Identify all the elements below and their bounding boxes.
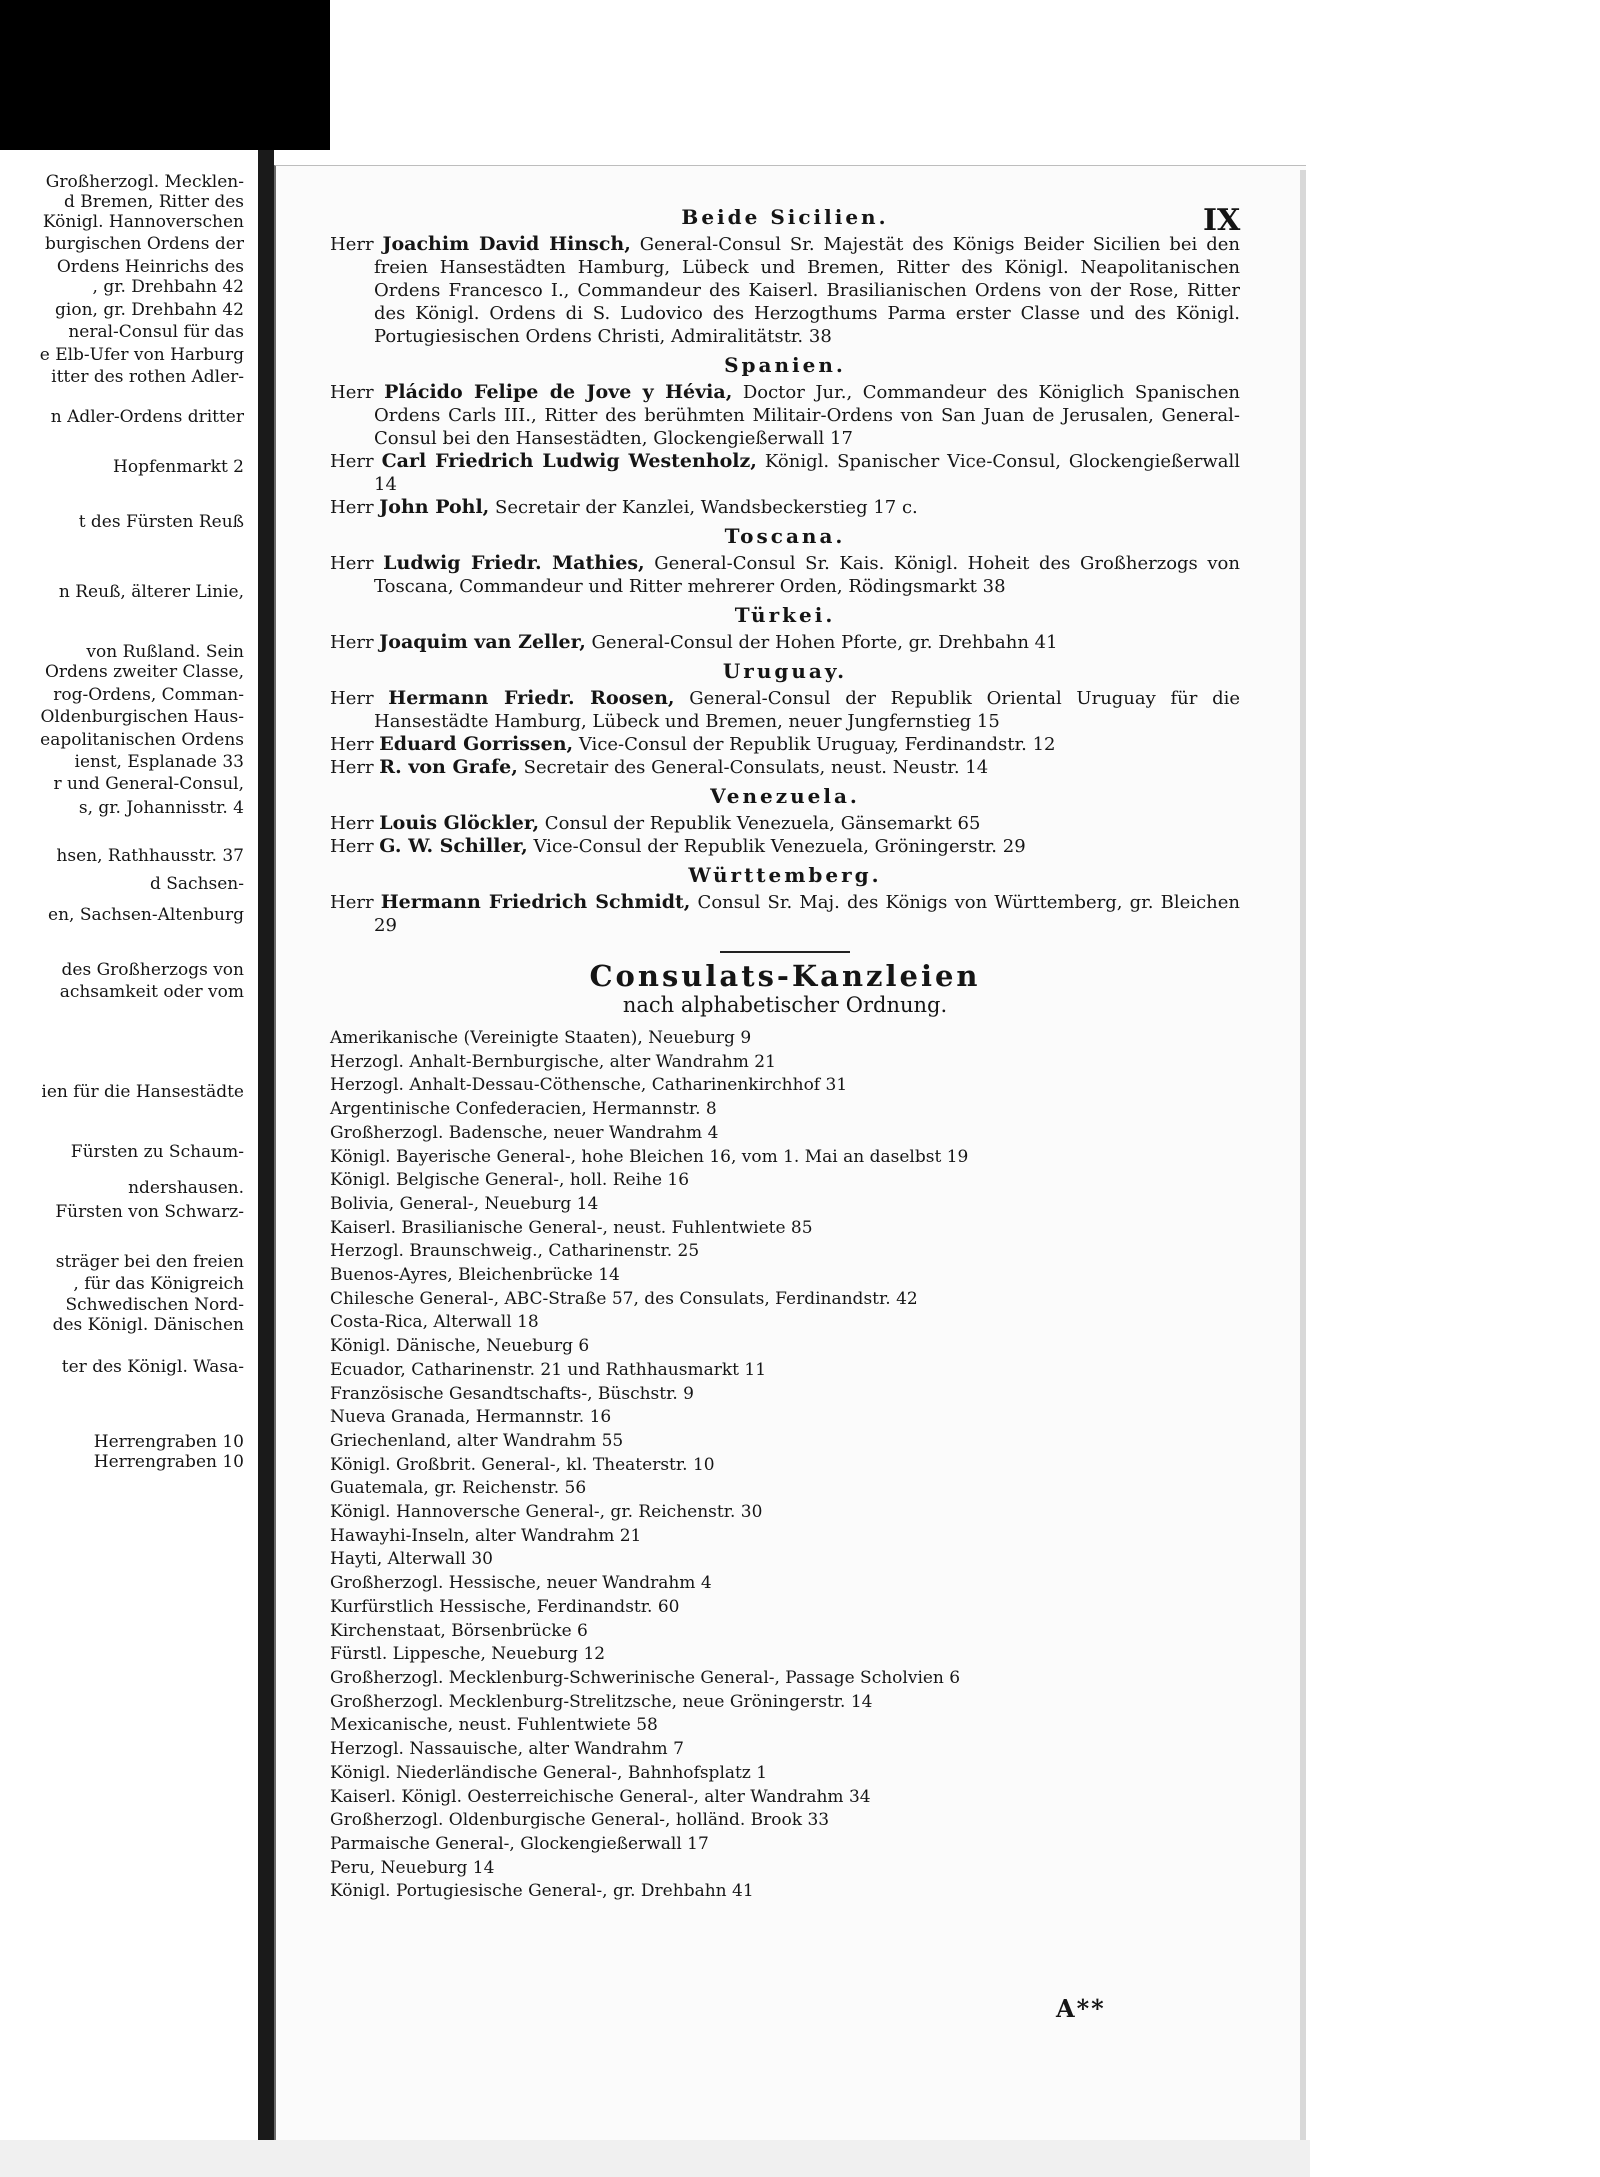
honorific: Herr	[330, 382, 374, 403]
left-page-line: en, Sachsen-Altenburg	[48, 905, 244, 925]
left-page-line: gion, gr. Drehbahn 42	[55, 300, 244, 320]
consul-details: Consul der Republik Venezuela, Gänsemarkt 65	[539, 813, 981, 834]
left-page-line: von Rußland. Sein	[86, 642, 244, 662]
chancery-item: Königl. Belgische General-, holl. Reihe 16	[330, 1170, 690, 1191]
consul-details: General-Consul Sr. Majestät des Königs Beider Sicilien bei den freien Hansestädten Hamburg, Lübeck und Bremen, Ritter des Königl. Neapolitanischen Ordens Francesco I., Commandeur des Kaiserl. Brasilianischen Ordens von der Rose, Ritter des Königl. Ordens di S. Ludovico des Herzogthums Parma erster Classe und des Königl. Portugiesischen Ordens Christi, Admiralitätstr. 38	[374, 234, 1241, 347]
chancery-item: Großherzogl. Mecklenburg-Strelitzsche, neue Gröningerstr. 14	[330, 1691, 873, 1712]
chancery-item: Guatemala, gr. Reichenstr. 56	[330, 1478, 587, 1499]
chancery-item: Königl. Dänische, Neueburg 6	[330, 1336, 590, 1357]
left-page-line: ien für die Hansestädte	[41, 1082, 244, 1102]
left-page-line: d Bremen, Ritter des	[63, 192, 244, 212]
consul-entry	[330, 812, 1240, 835]
honorific: Herr	[330, 553, 374, 574]
consul-name: John Pohl,	[379, 496, 490, 518]
left-page-line: rog-Ordens, Comman-	[53, 685, 244, 705]
chancery-item: Königl. Portugiesische General-, gr. Drehbahn 41	[330, 1881, 754, 1902]
consul-name: Ludwig Friedr. Mathies,	[383, 552, 645, 574]
left-page-line: d Sachsen-	[149, 874, 244, 894]
consul-entry	[330, 733, 1240, 756]
left-page-line: Großherzogl. Mecklen-	[45, 172, 244, 192]
left-page-line: eapolitanischen Ordens	[40, 730, 244, 750]
chancery-item: Großherzogl. Badensche, neuer Wandrahm 4	[330, 1122, 719, 1143]
left-page-fragment	[0, 150, 258, 2177]
left-page-line: r und General-Consul,	[53, 774, 244, 794]
left-page-line: ter des Königl. Wasa-	[61, 1357, 244, 1377]
consul-details: Secretair des General-Consulats, neust. Neustr. 14	[517, 757, 989, 778]
left-page-line: n Adler-Ordens dritter	[50, 407, 244, 427]
honorific: Herr	[330, 734, 374, 755]
consul-details: Vice-Consul der Republik Uruguay, Ferdinandstr. 12	[573, 734, 1056, 755]
chancery-item: Argentinische Confederacien, Hermannstr. 8	[330, 1099, 717, 1120]
left-page-line: Herrengraben 10	[93, 1452, 244, 1472]
left-page-line: ndershausen.	[128, 1178, 244, 1198]
left-page-line: e Elb-Ufer von Harburg	[39, 345, 244, 365]
consul-details: Consul Sr. Maj. des Königs von Württemberg, gr. Bleichen 29	[374, 892, 1240, 936]
country-heading: Uruguay.	[722, 659, 848, 683]
left-page-line: achsamkeit oder vom	[59, 982, 244, 1002]
scan-border	[0, 0, 330, 150]
chancery-item: Nueva Granada, Hermannstr. 16	[330, 1407, 612, 1428]
chancery-list	[330, 1027, 1240, 1904]
printer-signature: A**	[1056, 1994, 1106, 2023]
chancery-item: Ecuador, Catharinenstr. 21 und Rathhausmarkt 11	[330, 1359, 767, 1380]
consul-name: Joachim David Hinsch,	[382, 233, 631, 255]
chancery-item: Bolivia, General-, Neueburg 14	[330, 1193, 599, 1214]
consul-details: General-Consul Sr. Kais. Königl. Hoheit des Großherzogs von Toscana, Commandeur und Ritter mehrerer Orden, Rödingsmarkt 38	[374, 553, 1240, 597]
left-page-line: Ordens zweiter Classe,	[44, 662, 244, 682]
country-heading: Venezuela.	[710, 784, 860, 808]
left-page-line: sträger bei den freien	[55, 1252, 244, 1272]
consul-entry	[330, 687, 1240, 733]
chancery-title: Consulats-Kanzleien	[589, 959, 981, 993]
chancery-item: Herzogl. Anhalt-Dessau-Cöthensche, Catharinenkirchhof 31	[330, 1075, 848, 1096]
consul-details: Secretair der Kanzlei, Wandsbeckerstieg 17 c.	[489, 497, 918, 518]
country-heading: Württemberg.	[688, 863, 882, 887]
chancery-item: Kirchenstaat, Börsenbrücke 6	[330, 1620, 588, 1641]
honorific: Herr	[330, 813, 374, 834]
consul-details: Vice-Consul der Republik Venezuela, Gröningerstr. 29	[527, 836, 1026, 857]
consul-entry	[330, 552, 1240, 598]
country-heading: Beide Sicilien.	[681, 205, 889, 229]
chancery-item: Großherzogl. Hessische, neuer Wandrahm 4	[330, 1573, 712, 1594]
left-page-line: t des Fürsten Reuß	[78, 512, 244, 532]
consul-entry	[330, 381, 1240, 450]
consul-entry	[330, 450, 1240, 496]
chancery-item: Königl. Hannoversche General-, gr. Reichenstr. 30	[330, 1502, 763, 1523]
consul-details: Königl. Spanischer Vice-Consul, Glockengießerwall 14	[374, 451, 1240, 495]
section-divider	[720, 951, 850, 953]
chancery-item: Herzogl. Nassauische, alter Wandrahm 7	[330, 1739, 684, 1760]
consul-name: G. W. Schiller,	[379, 835, 528, 857]
chancery-item: Parmaische General-, Glockengießerwall 17	[330, 1833, 709, 1854]
left-page-line: des Großherzogs von	[61, 960, 244, 980]
left-page-line: Ordens Heinrichs des	[56, 257, 244, 277]
chancery-item: Chilesche General-, ABC-Straße 57, des Consulats, Ferdinandstr. 42	[330, 1288, 918, 1309]
consul-entry	[330, 835, 1240, 858]
chancery-item: Großherzogl. Mecklenburg-Schwerinische General-, Passage Scholvien 6	[330, 1667, 961, 1688]
left-page-line: itter des rothen Adler-	[51, 367, 244, 387]
consul-name: Plácido Felipe de Jove y Hévia,	[384, 381, 733, 403]
consul-name: Hermann Friedrich Schmidt,	[380, 891, 691, 913]
left-page-line: s, gr. Johannisstr. 4	[78, 798, 244, 818]
honorific: Herr	[330, 892, 374, 913]
left-page-line: ienst, Esplanade 33	[74, 752, 244, 772]
consuls-listing	[330, 200, 1240, 1904]
left-page-line: des Königl. Dänischen	[52, 1315, 244, 1335]
country-heading: Türkei.	[734, 603, 836, 627]
left-page-line: Fürsten zu Schaum-	[70, 1142, 244, 1162]
consul-entry	[330, 496, 1240, 519]
chancery-item: Kurfürstlich Hessische, Ferdinandstr. 60	[330, 1596, 680, 1617]
honorific: Herr	[330, 632, 374, 653]
consul-name: Carl Friedrich Ludwig Westenholz,	[381, 450, 757, 472]
left-page-line: Schwedischen Nord-	[65, 1295, 244, 1315]
left-page-line: Herrengraben 10	[93, 1432, 244, 1452]
left-page-line: burgischen Ordens der	[44, 234, 244, 254]
chancery-item: Hawayhi-Inseln, alter Wandrahm 21	[330, 1525, 642, 1546]
chancery-item: Französische Gesandtschafts-, Büschstr. 9	[330, 1383, 694, 1404]
chancery-item: Kaiserl. Königl. Oesterreichische General-, alter Wandrahm 34	[330, 1786, 871, 1807]
chancery-item: Königl. Bayerische General-, hohe Bleichen 16, vom 1. Mai an daselbst 19	[330, 1146, 969, 1167]
page-bottom-margin	[0, 2140, 1310, 2177]
chancery-item: Mexicanische, neust. Fuhlentwiete 58	[330, 1715, 658, 1736]
honorific: Herr	[330, 497, 374, 518]
page-number: IX	[1203, 203, 1241, 238]
chancery-item: Kaiserl. Brasilianische General-, neust. Fuhlentwiete 85	[330, 1217, 813, 1238]
honorific: Herr	[330, 451, 374, 472]
left-page-line: , für das Königreich	[73, 1274, 244, 1294]
honorific: Herr	[330, 757, 374, 778]
country-heading: Toscana.	[724, 524, 846, 548]
chancery-item: Fürstl. Lippesche, Neueburg 12	[330, 1644, 606, 1665]
consul-name: Hermann Friedr. Roosen,	[388, 687, 675, 709]
chancery-item: Buenos-Ayres, Bleichenbrücke 14	[330, 1265, 620, 1286]
left-page-line: Oldenburgischen Haus-	[40, 707, 244, 727]
consul-entry	[330, 631, 1240, 654]
consul-name: Louis Glöckler,	[379, 812, 540, 834]
consul-name: R. von Grafe,	[379, 756, 518, 778]
left-page-line: Königl. Hannoverschen	[42, 212, 244, 232]
consul-details: Doctor Jur., Commandeur des Königlich Spanischen Ordens Carls III., Ritter des berühmten Militair-Ordens von San Juan de Jerusalen, General-Consul bei den Hansestädten, Glockengießerwall 17	[374, 382, 1240, 449]
chancery-item: Griechenland, alter Wandrahm 55	[330, 1430, 624, 1451]
consul-entry	[330, 756, 1240, 779]
chancery-item: Peru, Neueburg 14	[330, 1857, 495, 1878]
left-page-line: , gr. Drehbahn 42	[92, 277, 244, 297]
honorific: Herr	[330, 234, 374, 255]
consul-name: Joaquim van Zeller,	[379, 631, 586, 653]
left-page-line: hsen, Rathhausstr. 37	[56, 846, 244, 866]
honorific: Herr	[330, 836, 374, 857]
left-page-line: Fürsten von Schwarz-	[55, 1202, 244, 1222]
consul-details: General-Consul der Hohen Pforte, gr. Drehbahn 41	[585, 632, 1058, 653]
left-page-line: n Reuß, älterer Linie,	[58, 582, 244, 602]
book-spine	[258, 150, 274, 2177]
chancery-subtitle: nach alphabetischer Ordnung.	[622, 993, 948, 1017]
chancery-item: Hayti, Alterwall 30	[330, 1549, 493, 1570]
left-page-line: Hopfenmarkt 2	[113, 457, 244, 477]
consul-entry	[330, 891, 1240, 937]
country-heading: Spanien.	[724, 353, 846, 377]
chancery-item: Großherzogl. Oldenburgische General-, holländ. Brook 33	[330, 1810, 830, 1831]
consul-entry	[330, 233, 1240, 348]
consul-name: Eduard Gorrissen,	[379, 733, 574, 755]
consul-details: General-Consul der Republik Oriental Uruguay für die Hansestädte Hamburg, Lübeck und Bremen, neuer Jungfernstieg 15	[374, 688, 1240, 732]
chancery-item: Amerikanische (Vereinigte Staaten), Neueburg 9	[330, 1028, 752, 1048]
chancery-item: Costa-Rica, Alterwall 18	[330, 1312, 539, 1333]
left-page-line: neral-Consul für das	[68, 322, 244, 342]
chancery-item: Herzogl. Braunschweig., Catharinenstr. 25	[330, 1241, 700, 1262]
chancery-item: Königl. Niederländische General-, Bahnhofsplatz 1	[330, 1762, 768, 1783]
chancery-item: Herzogl. Anhalt-Bernburgische, alter Wandrahm 21	[330, 1051, 776, 1072]
honorific: Herr	[330, 688, 374, 709]
page-edge	[1300, 170, 1306, 2150]
chancery-item: Königl. Großbrit. General-, kl. Theaterstr. 10	[330, 1454, 715, 1475]
